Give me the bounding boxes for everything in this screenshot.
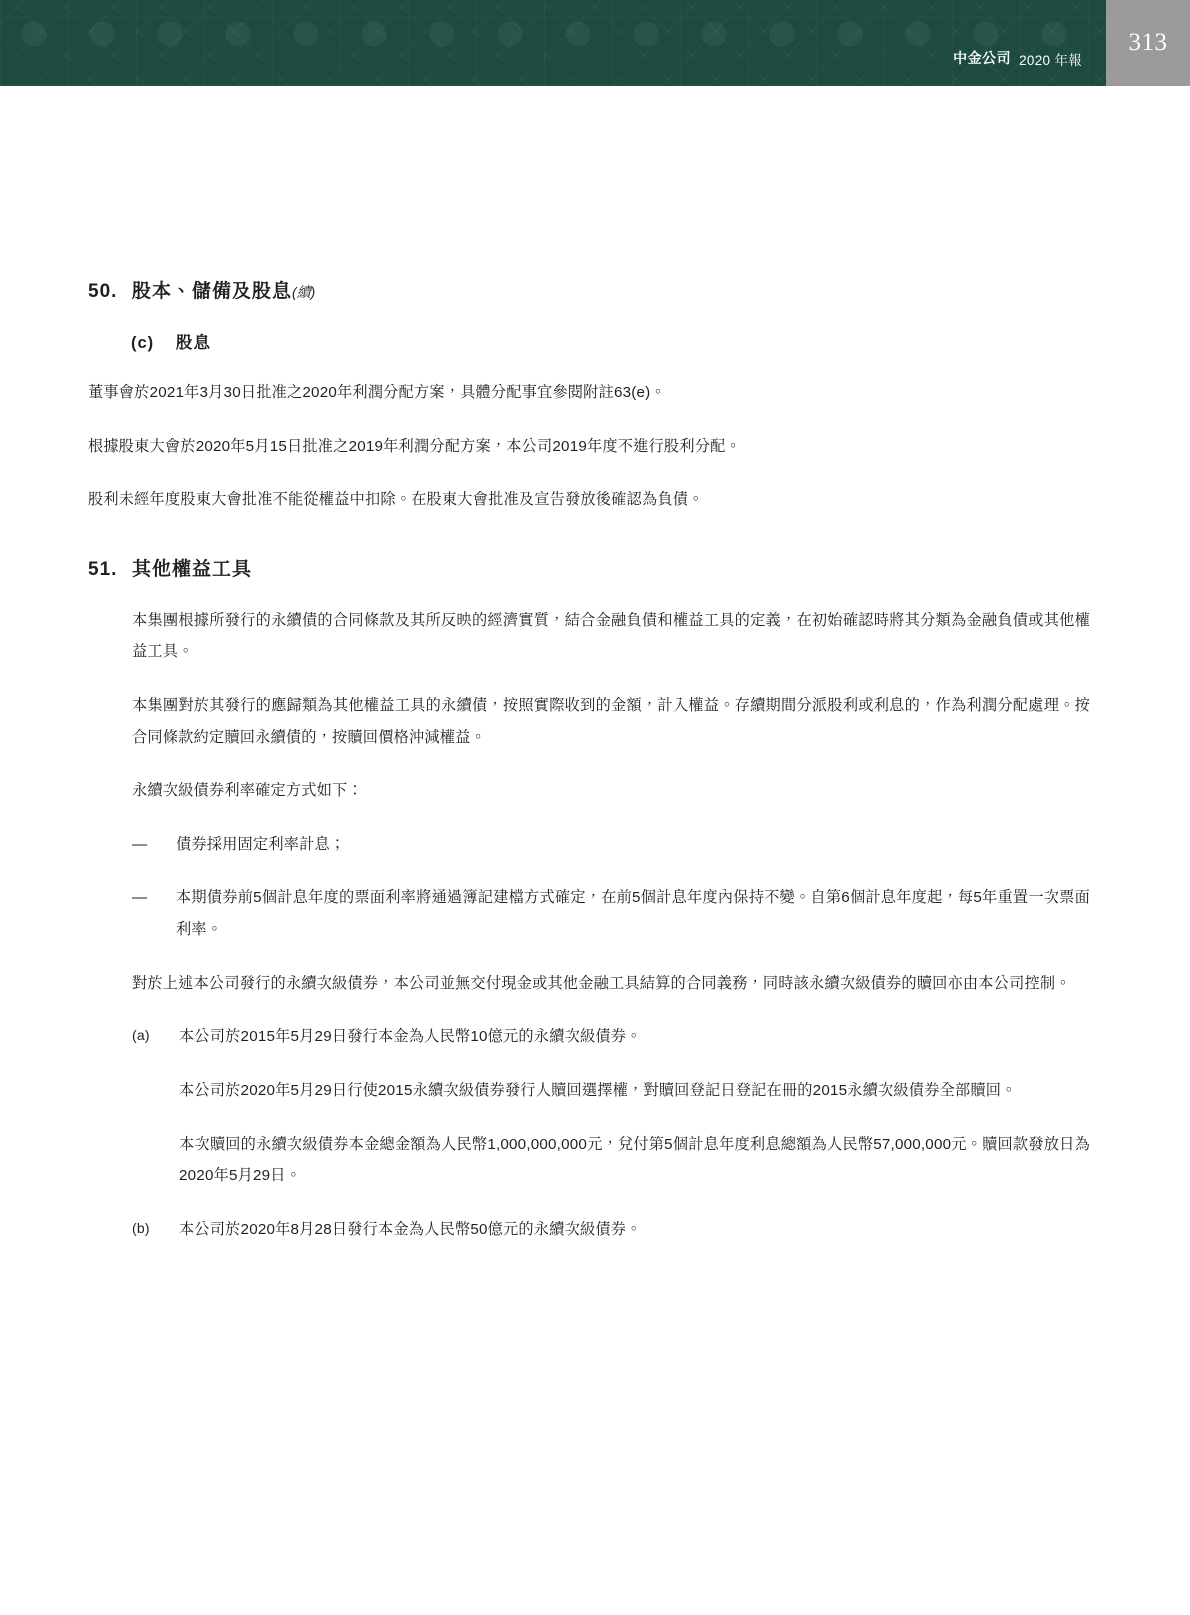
list-item-b-marker: (b) <box>132 1219 150 1236</box>
header-company-name: 中金公司 <box>953 50 1012 66</box>
section-51-number: 51. <box>88 558 118 580</box>
header-meta <box>953 0 1190 86</box>
list-item-dash-2 <box>132 882 1090 945</box>
section-50 <box>0 276 1190 516</box>
document-content <box>0 86 1190 1245</box>
list-item-b-paragraph-1: 本公司於2020年8月28日發行本金為人民幣50億元的永續次級債券。 <box>179 1220 642 1238</box>
section-51-heading <box>88 554 1090 581</box>
subsection-c-heading <box>131 329 1090 353</box>
list-item-a-marker: (a) <box>132 1027 150 1044</box>
page-number: 313 <box>1106 0 1190 86</box>
section-50-continued: (續) <box>292 284 316 300</box>
dash-bullet-icon: — <box>132 889 148 907</box>
list-item-a-paragraph-1: 本公司於2015年5月29日發行本金為人民幣10億元的永續次級債券。 <box>179 1028 642 1046</box>
section-50-title: 股本、儲備及股息 <box>132 281 293 302</box>
subsection-c-paragraph-1: 董事會於2021年3月30日批准之2020年利潤分配方案，具體分配事宜參閱附註63(e)。 <box>88 384 666 401</box>
section-51-paragraph-3: 永續次級債券利率確定方式如下： <box>132 782 363 800</box>
subsection-c-label: (c) <box>131 334 155 352</box>
list-item-a <box>132 1021 1090 1191</box>
dash-item-1-text: 債券採用固定利率計息； <box>176 835 346 853</box>
dash-bullet-icon: — <box>132 835 148 853</box>
header-report-year: 2020 年報 <box>1019 53 1082 68</box>
section-51-paragraph-2: 本集團對於其發行的應歸類為其他權益工具的永續債，按照實際收到的金額，計入權益。存續期間分派股利或利息的，作為利潤分配處理。按合同條款約定贖回永續債的，按贖回價格沖減權益。 <box>132 697 1090 746</box>
section-51-title: 其他權益工具 <box>132 558 253 580</box>
list-item-a-paragraph-2: 本公司於2020年5月29日行使2015永續次級債券發行人贖回選擇權，對贖回登記日登記在冊的2015永續次級債券全部贖回。 <box>179 1081 1017 1099</box>
subsection-c-paragraph-3: 股利未經年度股東大會批准不能從權益中扣除。在股東大會批准及宣告發放後確認為負債。 <box>88 491 704 509</box>
page-header <box>0 0 1190 86</box>
list-item-b <box>132 1214 1090 1246</box>
section-51-paragraph-1: 本集團根據所發行的永續債的合同條款及其所反映的經濟實質，結合金融負債和權益工具的定義，在初始確認時將其分類為金融負債或其他權益工具。 <box>132 611 1090 661</box>
list-item-a-paragraph-3: 本次贖回的永續次級債券本金總金額為人民幣1,000,000,000元，兌付第5個計息年度利息總額為人民幣57,000,000元。贖回款發放日為2020年5月29日。 <box>179 1135 1090 1185</box>
dash-item-2-text: 本期債券前5個計息年度的票面利率將通過簿記建檔方式確定，在前5個計息年度內保持不變。自第6個計息年度起，每5年重置一次票面利率。 <box>176 889 1090 939</box>
list-item-dash-1 <box>132 829 1090 861</box>
section-50-heading <box>88 276 1090 303</box>
section-51 <box>0 554 1190 1246</box>
subsection-c-title: 股息 <box>176 334 211 352</box>
subsection-c-paragraph-2: 根據股東大會於2020年5月15日批准之2019年利潤分配方案，本公司2019年度不進行股利分配。 <box>88 437 741 455</box>
section-51-after-dash-paragraph: 對於上述本公司發行的永續次級債券，本公司並無交付現金或其他金融工具結算的合同義務，同時該永續次級債券的贖回亦由本公司控制。 <box>132 974 1071 992</box>
section-50-number: 50. <box>88 281 118 302</box>
